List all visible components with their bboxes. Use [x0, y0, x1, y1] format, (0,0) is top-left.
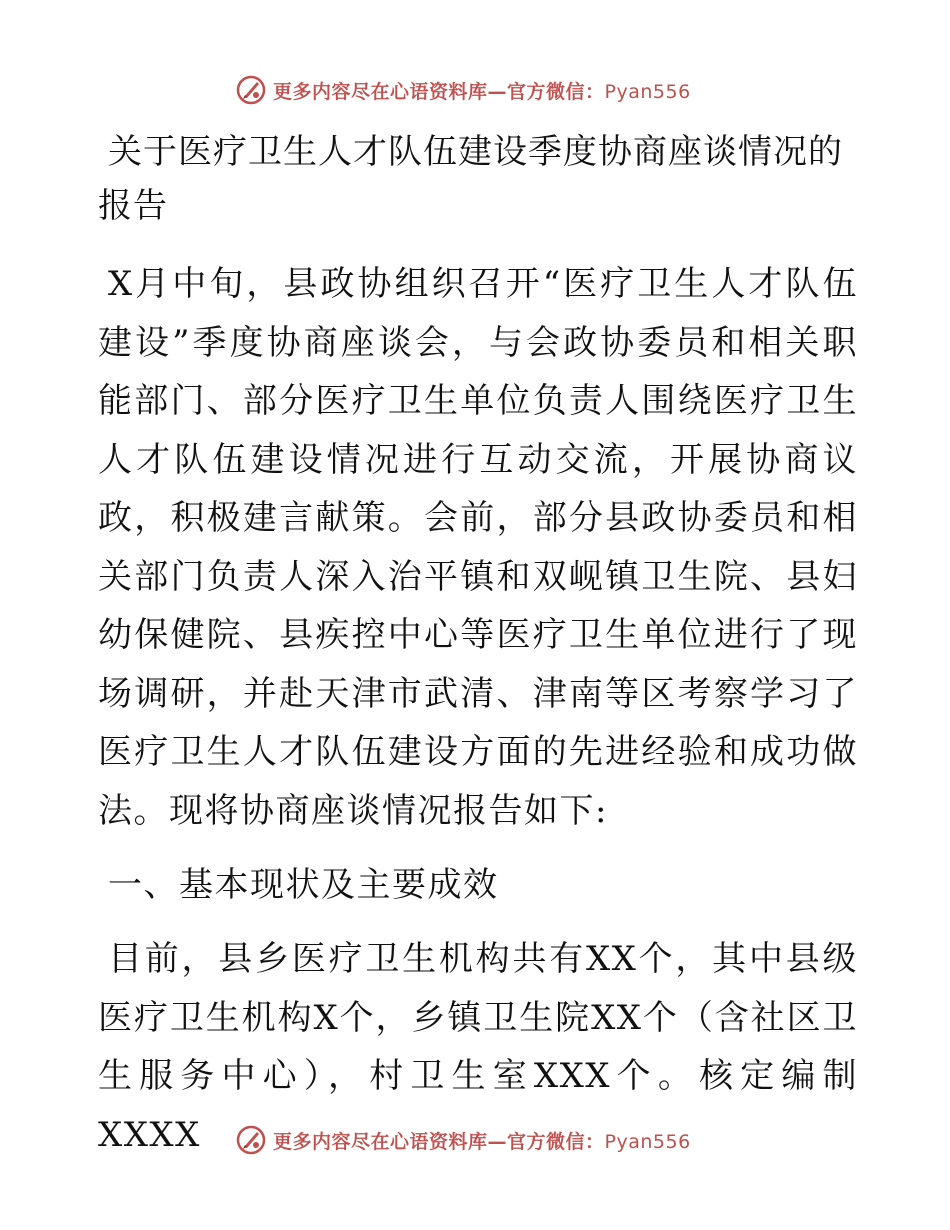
watermark-footer	[235, 1122, 691, 1158]
watermark-text: 更多内容尽在心语资料库—官方微信：Pyan556	[273, 1130, 691, 1153]
quill-pen-logo-icon	[235, 74, 267, 106]
watermark-text: 更多内容尽在心语资料库—官方微信：Pyan556	[273, 80, 691, 103]
document-body	[98, 125, 858, 1180]
quill-pen-logo-icon	[235, 1124, 267, 1156]
section-heading: 一、基本现状及主要成效	[108, 865, 499, 905]
section-paragraph: 目前，县乡医疗卫生机构共有XX个，其中县级医疗卫生机构X个，乡镇卫生院XX个（含社区卫生服务中心），村卫生室XXX个。核定编制XXXX	[98, 939, 858, 1155]
document-title: 关于医疗卫生人才队伍建设季度协商座谈情况的报告	[98, 132, 843, 226]
watermark-header	[235, 72, 691, 108]
intro-paragraph: X月中旬，县政协组织召开“医疗卫生人才队伍建设”季度协商座谈会，与会政协委员和相关职能部门、部分医疗卫生单位负责人围绕医疗卫生人才队伍建设情况进行互动交流，开展协商议政，积极建言献策。会前，部分县政协委员和相关部门负责人深入治平镇和双岘镇卫生院、县妇幼保健院、县疾控中心等医疗卫生单位进行了现场调研，并赴天津市武清、津南等区考察学习了医疗卫生人才队伍建设方面的先进经验和成功做法。现将协商座谈情况报告如下:	[98, 264, 858, 831]
